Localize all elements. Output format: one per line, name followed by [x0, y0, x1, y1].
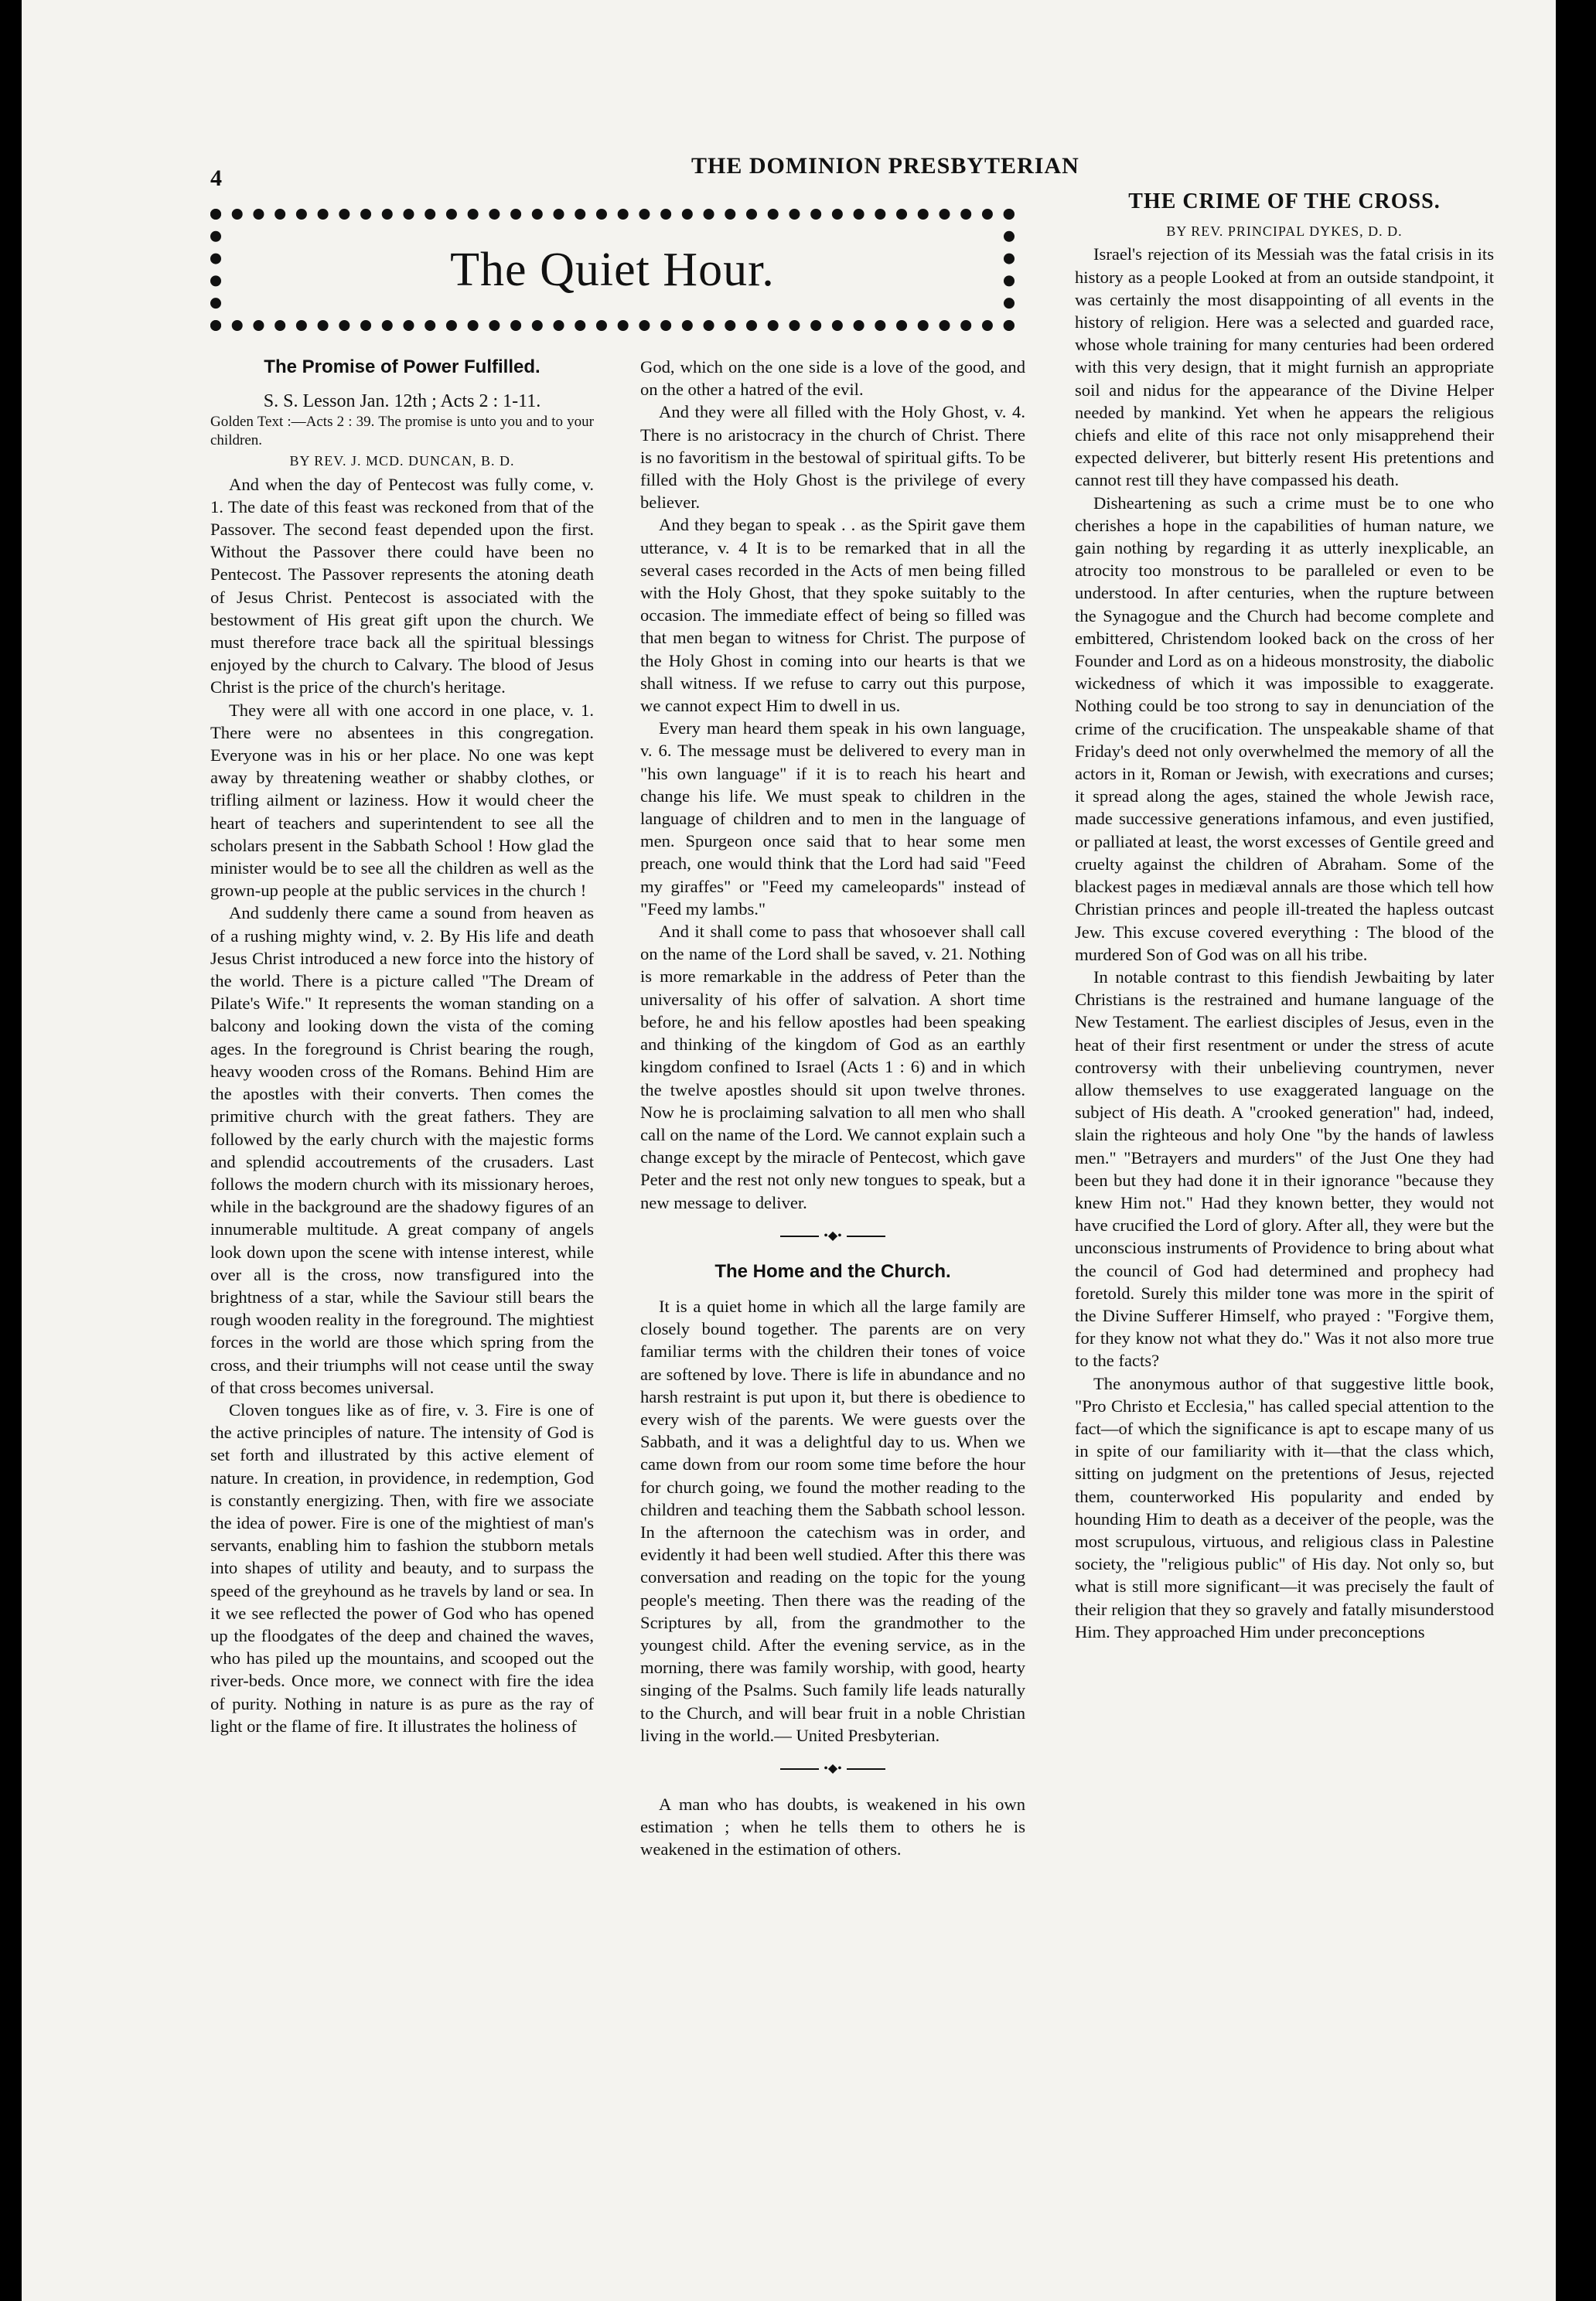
paragraph: It is a quiet home in which all the large family are closely bound together. The parents are on very familiar terms with the children their tones of voice are softened by love. There is life in abundance and no harsh restraint is put upon it, but there is obedience to every wish of the parents. We were guests over the Sabbath, and it was a delightful day to us. When we came down from our room some time before the hour for church going, we found the mother reading to the children and teaching them the Sabbath school lesson. In the afternoon the catechism was in order, and evidently it had been well studied. After this there was conversation and reading on the topic for the young people's meeting. Then there was the reading of the Scriptures by all, from the grandmother to the youngest child. After the evening service, as in the morning, there was family worship, with good, hearty singing of the Psalms. Such family life leads naturally to the Church, and will bear fruit in a noble Christian living in the world.— United Presbyterian. — [640, 1296, 1025, 1745]
paragraph: And when the day of Pentecost was fully come, v. 1. The date of this feast was reckoned from that of the Passover. The second feast depended upon the first. Without the Passover there could have been no Pentecost. The Passover represents the atoning death of Jesus Christ. Pentecost is associated with the bestowment of His great gift upon the church. We must therefore trace back all the spiritual blessings enjoyed by the church to Calvary. The blood of Jesus Christ is the price of the church's heritage. — [210, 474, 594, 697]
divider-rule — [780, 1236, 819, 1237]
article-title-promise: The Promise of Power Fulfilled. — [264, 356, 541, 377]
paragraph: And suddenly there came a sound from heaven as of a rushing mighty wind, v. 2. By His life and death Jesus Christ introduced a new force into the history of the world. There is a picture called "The Dream of Pilate's Wife." It represents the woman standing on a balcony and looking down the vista of the coming ages. In the foreground is Christ bearing the rough, heavy wooden cross of the Romans. Behind Him are the apostles with their converts. Then comes the primitive church with the great fathers. They are followed by the early church with the majestic forms and splendid accoutrements of the crusaders. Last follows the modern church with its missionary heroes, while in the background are the shadowy figures of an innumerable multitude. A great company of angels look down upon the scene with intense interest, while over all is the cross, now transfigured into the brightness of a star, while the Saviour still bears the rough wooden reality in the foreground. The mightiest forces in the world are those which spring from the cross, and their triumphs will not cease until the sway of that cross becomes universal. — [210, 903, 594, 1397]
running-head: THE DOMINION PRESBYTERIAN — [691, 153, 1079, 179]
newspaper-page — [22, 0, 1556, 2301]
divider-rule — [847, 1236, 885, 1237]
divider-rule — [847, 1768, 885, 1770]
paragraph: And they began to speak . . as the Spirit gave them utterance, v. 4 It is to be remarked that in all the several cases recorded in the Acts of men being filled with the Holy Ghost, that they spoke suitably to the occasion. The immediate effect of being so filled was that men began to witness for Christ. The purpose of the Holy Ghost in coming into our hearts is that we shall witness. If we refuse to carry out this purpose, we cannot expect Him to dwell in us. — [640, 515, 1025, 716]
divider-ornament-icon: •◆• — [824, 1229, 842, 1243]
column-3 — [1075, 190, 1494, 1643]
article-title-home-church: The Home and the Church. — [714, 1260, 951, 1282]
column-2 — [640, 356, 1025, 1861]
paragraph: A man who has doubts, is weakened in his own estimation ; when he tells them to others he is weakened in the estimation of others. — [640, 1794, 1025, 1860]
paragraph: Disheartening as such a crime must be to one who cherishes a hope in the capabilities of human nature, we gain nothing by regarding it as utterly inexplicable, an atrocity too monstrous to be paralleled or even to be understood. In after centuries, when the rupture between the Synagogue and the Church had become complete and embittered, Christendom looked back on the cross of her Founder and Lord as on a hideous monstrosity, the diabolic wickedness of which it was impossible to exaggerate. Nothing could be too strong to say in denunciation of the crime of the crucification. The unspeakable shame of that Friday's deed not only overwhelmed the memory of all the actors in it, Roman or Jewish, with execrations and curses; it spread along the ages, stained the whole Jewish race, made successive generations infamous, and even justified, or palliated at least, the worst excesses of Gentile greed and cruelty against the children of Abraham. Some of the blackest pages in mediæval annals are those which tell how Christian princes and people ill-treated the hapless outcast Jew. This excuse covered everything : The blood of the murdered Son of God was on all his tribe. — [1075, 493, 1494, 964]
section-divider — [640, 1761, 1025, 1775]
paragraph: In notable contrast to this fiendish Jewbaiting by later Christians is the restrained and humane language of the New Testament. The earliest disciples of Jesus, even in the heat of their first resentment or under the stress of acute controversy with their unbelieving countrymen, never allow themselves to use exaggerated language on the subject of His death. A "crooked generation" had, indeed, slain the righteous and holy One "by the hands of lawless men." "Betrayers and murders" of the Just One they had been but they had done it in their ignorance "because they knew Him not." Had they known better, they would not have crucified the Lord of glory. After all, they were but the unconscious instruments of Providence to bring about what the council of God had determined and prophecy had foretold. Surely this milder tone was more in the spirit of the Divine Sufferer Himself, who prayed : "Forgive them, for they know not what they do." Was it not also more true to the facts? — [1075, 966, 1494, 1371]
paragraph: And it shall come to pass that whosoever shall call on the name of the Lord shall be saved, v. 21. Nothing is more remarkable in the address of Peter than the universality of his offer of salvation. A short time before, he and his fellow apostles had been speaking and thinking of the kingdom of God as an earthly kingdom confined to Israel (Acts 1 : 6) and in which the twelve apostles should sit upon twelve thrones. Now he is proclaiming salvation to all men who shall call on the name of the Lord. We cannot explain such a change except by the miracle of Pentecost, which gave Peter and the rest not only new tongues to speak, but a new message to deliver. — [640, 922, 1025, 1212]
quiet-hour-banner — [210, 209, 1015, 331]
golden-text: Golden Text :—Acts 2 : 39. The promise is unto you and to your children. — [210, 414, 594, 449]
page-number: 4 — [210, 165, 222, 191]
paragraph: Cloven tongues like as of fire, v. 3. Fire is one of the active principles of nature. The intensity of God is set forth and illustrated by this active element of nature. In creation, in providence, in redemption, God is constantly energizing. Then, with fire we associate the idea of power. Fire is one of the mightiest of man's servants, enabling him to fashion the stubborn metals into shapes of utility and beauty, and to surpass the speed of the greyhound as he travels by land or sea. In it we see reflected the power of God who has opened up the floodgates of the deep and chained the waves, who has piled up the mountains, and scooped out the river-beds. Once more, we connect with fire the idea of purity. Nothing in nature is as pure as the ray of light or the flame of fire. It illustrates the holiness of — [210, 1399, 594, 1736]
section-divider — [640, 1231, 1025, 1242]
paragraph: The anonymous author of that suggestive little book, "Pro Christo et Ecclesia," has called special attention to the fact—of which the significance is apt to escape many of us in spite of our familiarity with it—that the class which, sitting on judgment on the pretentions of Jesus, rejected them, counterworked His popularity and ended by hounding Him to death as a deceiver of the people, was the most scrupulous, virtuous, and religious class in Palestine society, the "religious public" of His day. Not only so, but what is still more significant—it was precisely the fault of their religion that they so gravely and fatally misunderstood Him. They approached Him under preconceptions — [1075, 1373, 1494, 1641]
paragraph: And they were all filled with the Holy Ghost, v. 4. There is no aristocracy in the church of Christ. There is no favoritism in the bestowal of spiritual gifts. To be filled with the Holy Ghost is the privilege of every believer. — [640, 402, 1025, 513]
paragraph: God, which on the one side is a love of the good, and on the other a hatred of the evil. — [640, 357, 1025, 400]
paragraph: Israel's rejection of its Messiah was the fatal crisis in its history as a people Looked at from an outside standpoint, it was certainly the most disappointing of all events in the history of religion. Here was a selected and guarded race, whose whole training for many centuries had been ordered with this very design, that it might furnish an appropriate soil and nidus for the appearance of the Divine Helper needed by mankind. Yet when he appears the religious chiefs and elite of this race not only misapprehend their expected deliverer, but bitterly resent His pretentions and cannot rest till they have compassed his death. — [1075, 244, 1494, 490]
divider-rule — [780, 1768, 819, 1770]
paragraph: Every man heard them speak in his own language, v. 6. The message must be delivered to every man in "his own language" if it is to reach his heart and change his life. We must speak to children in the language of children and to men in the language of men. Spurgeon once said that to hear some men preach, one would think that the Lord had said "Feed my giraffes" or "Feed my cameleopards" instead of "Feed my lambs." — [640, 718, 1025, 919]
section-title: The Quiet Hour. — [450, 243, 775, 296]
column-1 — [210, 356, 594, 1737]
lesson-reference: S. S. Lesson Jan. 12th ; Acts 2 : 1-11. — [263, 391, 541, 412]
article-title-crime-cross: THE CRIME OF THE CROSS. — [1128, 189, 1441, 213]
byline-dykes: BY REV. PRINCIPAL DYKES, D. D. — [1166, 223, 1403, 240]
byline-duncan: BY REV. J. MCD. DUNCAN, B. D. — [289, 453, 515, 469]
divider-ornament-icon: •◆• — [824, 1761, 842, 1775]
paragraph: They were all with one accord in one place, v. 1. There were no absentees in this congregation. Everyone was in his or her place. No one was kept away by threatening weather or shabby clothes, or trifling ailment or laziness. How it would cheer the heart of teachers and superintendent to see all the scholars present in the Sabbath School ! How glad the minister would be to see all the children as well as the grown-up people at the public services in the church ! — [210, 700, 594, 901]
